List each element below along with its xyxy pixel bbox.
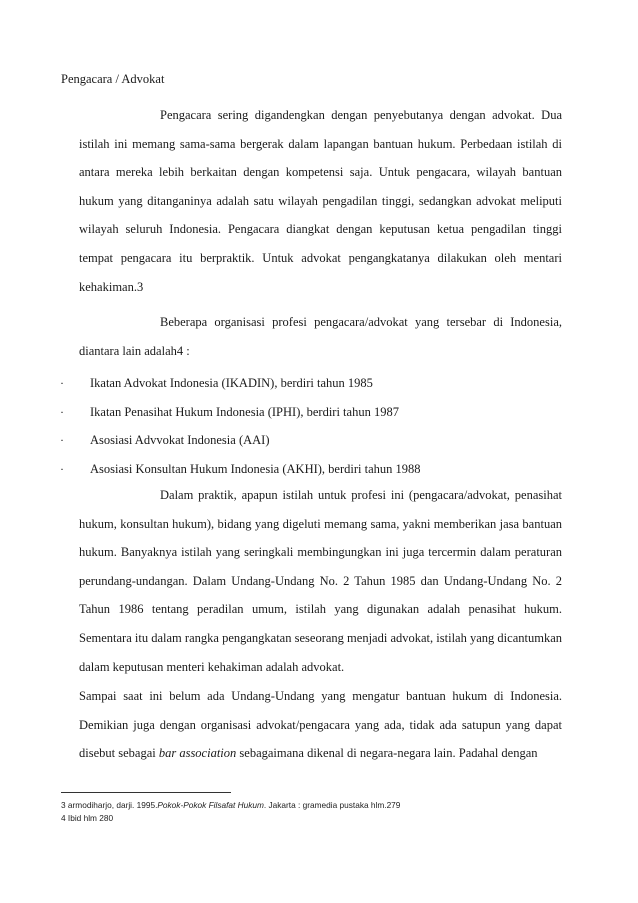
organization-name: Asosiasi Advvokat Indonesia (AAI) <box>90 433 270 448</box>
paragraph-text: Sampai saat ini belum ada Undang-Undang yang mengatur bantuan hukum di Indonesia. Demikian juga dengan organisasi advokat/pengacara yang ada, tidak ada satupun yang dapat disebut sebagai <box>79 689 562 761</box>
footnote-divider <box>61 792 231 793</box>
list-item <box>0 369 638 398</box>
paragraph-organisasi-intro: Beberapa organisasi profesi pengacara/advokat yang tersebar di Indonesia, diantara lain adalah4 : <box>79 315 562 358</box>
footnote-3 <box>61 799 400 812</box>
bullet-icon: · <box>60 433 64 448</box>
bullet-icon: · <box>60 461 64 476</box>
footnote-text: . Jakarta : gramedia pustaka hlm.279 <box>263 800 401 810</box>
paragraph-praktik: Dalam praktik, apapun istilah untuk profesi ini (pengacara/advokat, penasihat hukum, konsultan hukum), bidang yang digeluti memang sama, yakni memberikan jasa bantuan hukum. Banyaknya istilah yang seringkali membingungkan ini juga tercermin dalam peraturan perundang-undangan. Dalam Undang-Undang No. 2 Tahun 1985 dan Undang-Undang No. 2 Tahun 1986 tentang peradilan umum, istilah yang digunakan adalah penasihat hukum. Sementara itu dalam rangka pengangkatan seseorang menjadi advokat, istilah yang dicantumkan dalam keputusan menteri kehakiman adalah advokat. <box>79 488 562 674</box>
organization-name: Ikatan Advokat Indonesia (IKADIN), berdiri tahun 1985 <box>90 376 373 390</box>
list-item <box>0 455 638 484</box>
list-item <box>0 426 638 455</box>
bullet-icon: · <box>60 376 64 390</box>
section-heading: Pengacara / Advokat <box>61 72 165 86</box>
paragraph-bar-association <box>79 682 562 768</box>
footnote-4: 4 Ibid hlm 280 <box>61 813 114 823</box>
italic-term: bar association <box>158 746 237 761</box>
organization-name: Ikatan Penasihat Hukum Indonesia (IPHI), berdiri tahun 1987 <box>90 404 399 419</box>
list-item <box>0 398 638 427</box>
organization-list <box>0 369 638 483</box>
organization-name: Asosiasi Konsultan Hukum Indonesia (AKHI), berdiri tahun 1988 <box>90 461 421 476</box>
paragraph-pengacara-advokat: Pengacara sering digandengkan dengan penyebutanya dengan advokat. Dua istilah ini memang sama-sama bergerak dalam lapangan bantuan hukum. Perbedaan istilah di antara mereka lebih berkaitan dengan kompetensi saja. Untuk pengacara, wilayah bantuan hukum yang ditanganinya adalah satu wilayah pengadilan tinggi, sedangkan advokat meliputi wilayah seluruh Indonesia. Pengacara diangkat dengan keputusan ketua pengadilan tinggi tempat pengacara itu berpraktik. Untuk advokat pengangkatanya dilakukan oleh mentari kehakiman.3 <box>79 108 562 294</box>
footnotes <box>61 799 400 825</box>
bullet-icon: · <box>60 404 64 419</box>
paragraph-text: sebagaimana dikenal di negara-negara lain. Padahal dengan <box>236 746 538 761</box>
footnote-text: 3 armodiharjo, darji. 1995. <box>61 800 158 810</box>
footnote-book-title: Pokok-Pokok Filsafat Hukum <box>157 800 264 810</box>
